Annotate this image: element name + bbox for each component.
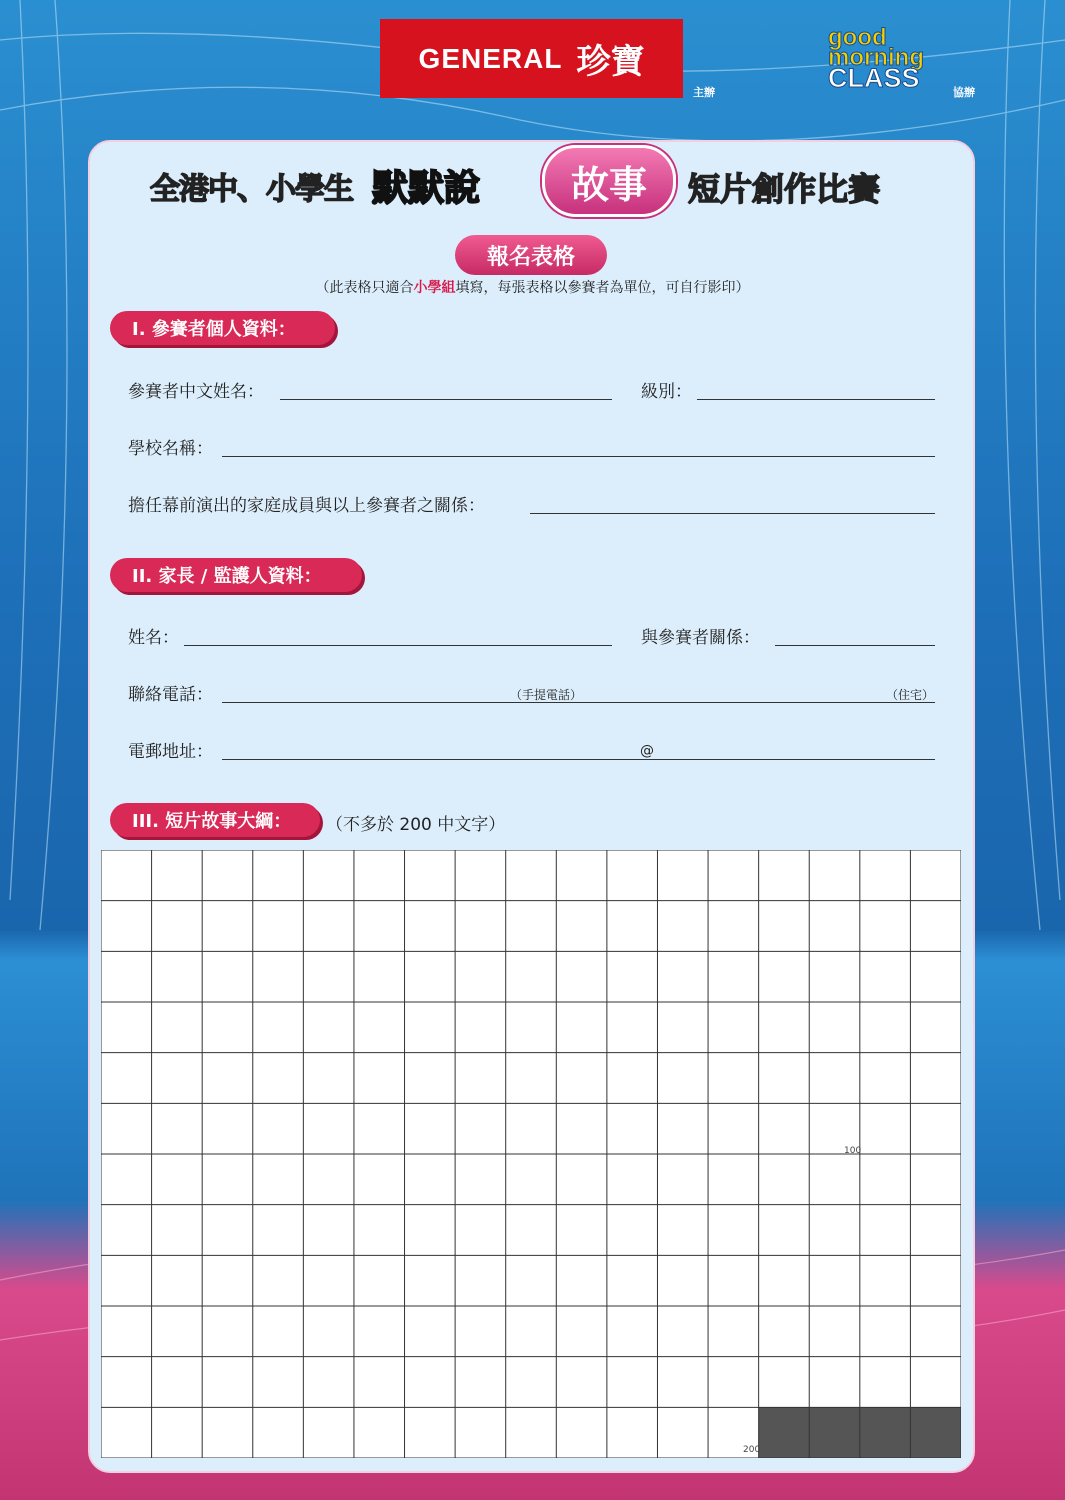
form-title-badge: 報名表格	[455, 235, 607, 275]
general-logo-chinese: 珍寶	[576, 42, 645, 82]
grid-marker-200: 200	[743, 1445, 761, 1455]
gm-logo-line2: morning	[828, 43, 924, 71]
school-field[interactable]	[222, 456, 935, 457]
general-brand-logo	[380, 19, 683, 98]
grade-label: 級別：	[641, 382, 692, 402]
home-phone-note: （住宅）	[886, 688, 935, 702]
chinese-name-field[interactable]	[280, 399, 612, 400]
guardian-name-field[interactable]	[184, 645, 612, 646]
school-label: 學校名稱：	[128, 439, 213, 459]
note-after: 填寫，每張表格以參賽者為單位，可自行影印）	[455, 280, 750, 296]
grid-marker-100: 100	[844, 1146, 862, 1156]
gm-logo-line1: good	[828, 24, 887, 51]
writing-grid-lines	[101, 850, 961, 1458]
note-before: （此表格只適合	[315, 280, 414, 296]
good-morning-class-logo	[828, 24, 948, 94]
phone-label: 聯絡電話：	[128, 685, 213, 705]
co-organizer-label: 協辦	[953, 86, 975, 99]
email-label: 電郵地址：	[128, 742, 213, 762]
organizer-label: 主辦	[693, 86, 715, 99]
general-logo-text: GENERAL	[418, 42, 563, 74]
title-part4: 短片創作比賽	[688, 170, 881, 208]
chinese-name-label: 參賽者中文姓名：	[128, 382, 264, 402]
email-at-sign: @	[640, 743, 654, 759]
gm-logo-line3: CLASS	[828, 63, 920, 94]
section1-heading: I. 參賽者個人資料：	[110, 311, 335, 345]
guardian-relation-field[interactable]	[775, 645, 935, 646]
email-field[interactable]	[222, 759, 935, 760]
guardian-relation-label: 與參賽者關係：	[641, 628, 760, 648]
section2-heading: II. 家長 / 監護人資料：	[110, 558, 362, 592]
mobile-phone-note: （手提電話）	[510, 688, 583, 702]
family-relation-field[interactable]	[530, 513, 935, 514]
section3-heading: III. 短片故事大綱：	[110, 803, 320, 837]
grade-field[interactable]	[697, 399, 935, 400]
competition-title	[150, 150, 920, 220]
story-outline-grid[interactable]	[101, 850, 961, 1458]
form-instructions	[0, 277, 1065, 297]
word-limit-note: （不多於 200 中文字）	[326, 815, 506, 835]
title-part2: 默默說	[372, 168, 481, 209]
title-story-badge: 故事	[542, 145, 676, 217]
family-relation-label: 擔任幕前演出的家庭成員與以上參賽者之關係：	[128, 496, 485, 516]
guardian-name-label: 姓名：	[128, 628, 179, 648]
note-highlight: 小學組	[413, 280, 456, 296]
title-part1: 全港中、小學生	[150, 172, 353, 207]
